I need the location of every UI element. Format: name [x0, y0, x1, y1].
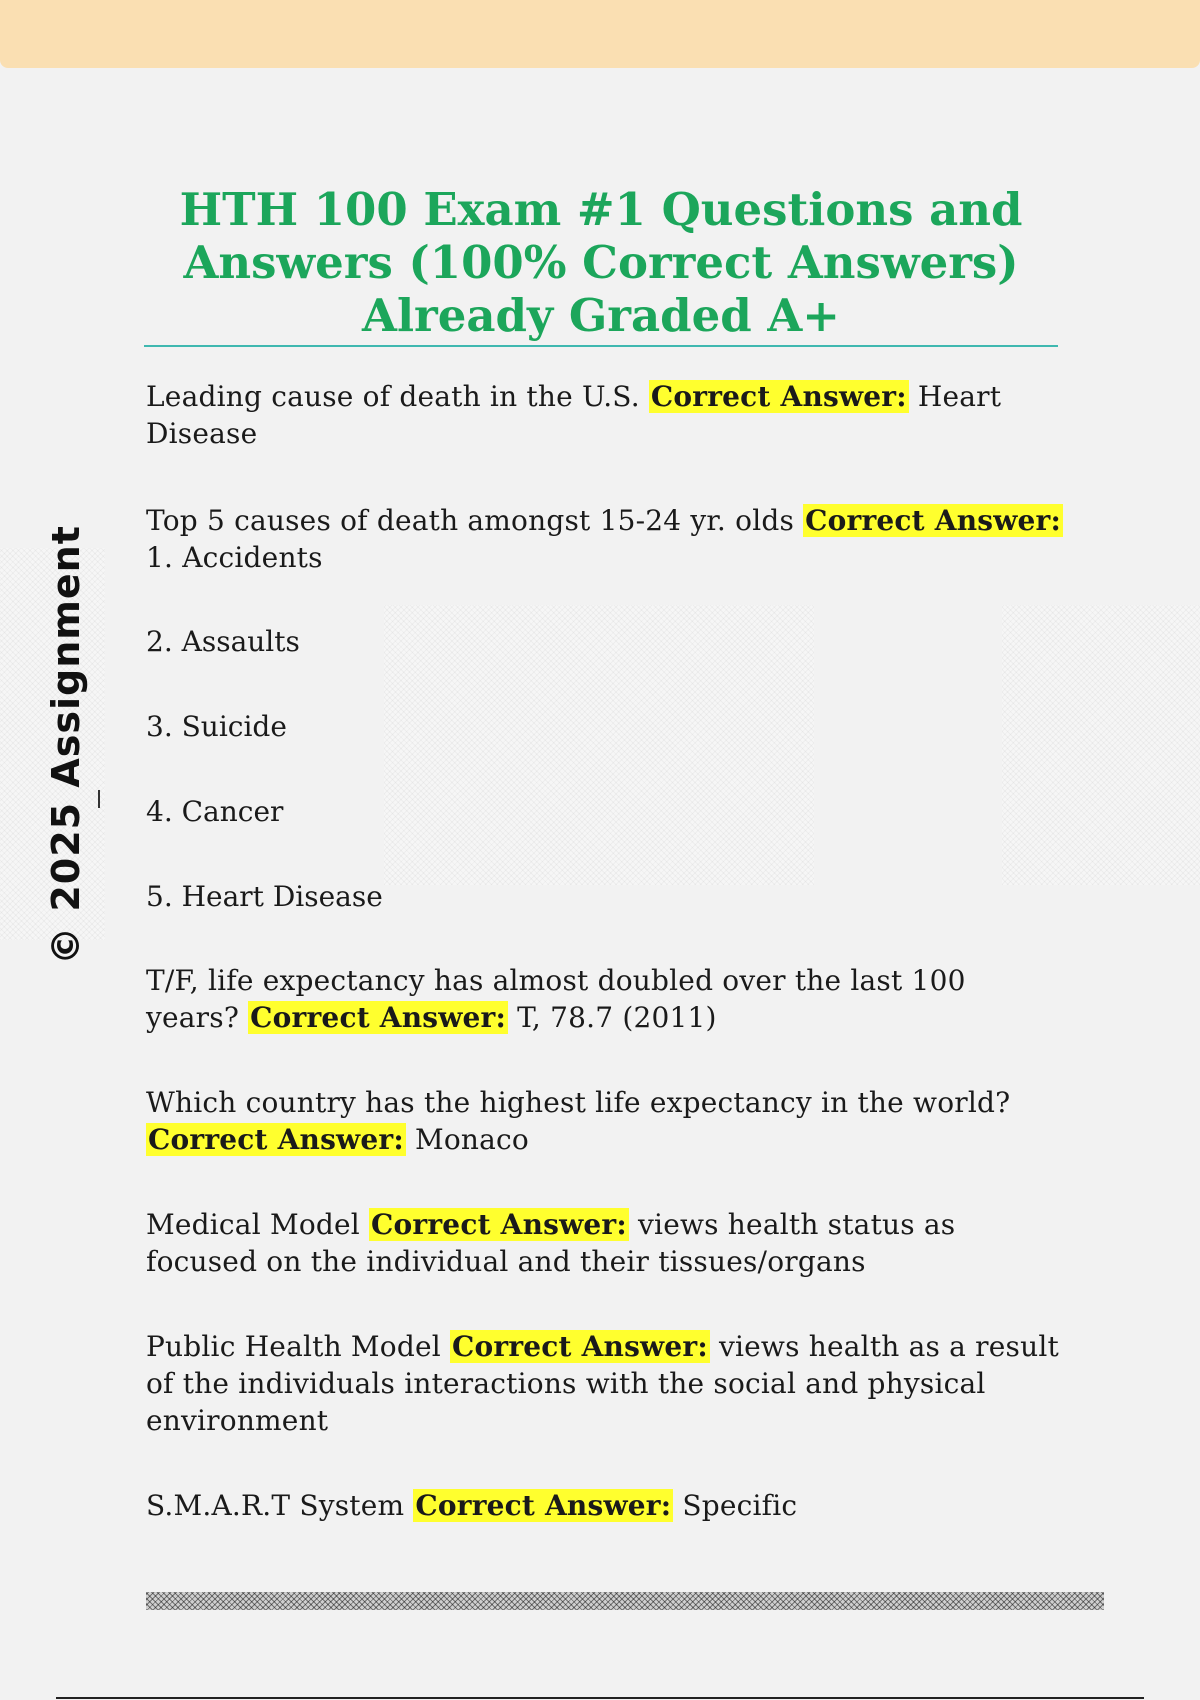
- qa-item: [146, 1328, 1066, 1439]
- question-text: Public Health Model: [146, 1330, 441, 1363]
- qa-item: [146, 962, 1066, 1036]
- correct-answer-label: Correct Answer:: [148, 1123, 404, 1156]
- answer-text: views health as a result of the individuals interactions with the social and physical environment: [146, 1330, 1059, 1437]
- correct-answer-label: Correct Answer:: [452, 1330, 708, 1363]
- qa-item: [146, 1206, 1066, 1280]
- qa-item: [146, 1084, 1066, 1158]
- question-text: S.M.A.R.T System: [146, 1489, 405, 1522]
- list-item: 5. Heart Disease: [146, 880, 383, 913]
- correct-answer-label: Correct Answer:: [250, 1001, 507, 1034]
- correct-answer-label: Correct Answer:: [371, 1208, 627, 1241]
- copyright-stamp: © 2025 Assignment: [44, 525, 88, 965]
- document-title: HTH 100 Exam #1 Questions and Answers (100% Correct Answers) Already Graded A+: [179, 183, 1023, 342]
- question-text: Top 5 causes of death amongst 15-24 yr. olds: [146, 504, 795, 537]
- answer-text: Specific: [682, 1489, 798, 1522]
- question-text: Medical Model: [146, 1208, 360, 1241]
- question-text: Leading cause of death in the U.S.: [146, 380, 640, 413]
- stamp-tick: [98, 790, 100, 808]
- question-text: Which country has the highest life expectancy in the world?: [146, 1086, 1011, 1119]
- qa-list: [146, 378, 1066, 1524]
- list-item: 3. Suicide: [146, 710, 287, 743]
- qa-item: [146, 1487, 1066, 1524]
- qa-item: [146, 378, 1066, 452]
- redacted-line-pattern: [146, 1592, 1104, 1610]
- answer-text: Heart Disease: [146, 380, 1002, 450]
- answer-text: 1. Accidents: [146, 541, 323, 574]
- page-bottom-rule: [56, 1697, 1144, 1699]
- list-item: 4. Cancer: [146, 795, 284, 828]
- qa-item: [146, 502, 1066, 576]
- title-underline: [144, 345, 1058, 347]
- answer-text: Monaco: [414, 1123, 529, 1156]
- list-item: 2. Assaults: [146, 625, 300, 658]
- top-banner: [0, 0, 1200, 68]
- correct-answer-label: Correct Answer:: [650, 380, 907, 413]
- question-text: T/F, life expectancy has almost doubled over the last 100 years?: [146, 964, 966, 1034]
- correct-answer-label: Correct Answer:: [415, 1489, 672, 1522]
- correct-answer-label: Correct Answer:: [805, 504, 1062, 537]
- answer-text: T, 78.7 (2011): [517, 1001, 717, 1034]
- answer-text: views health status as focused on the individual and their tissues/organs: [146, 1208, 956, 1278]
